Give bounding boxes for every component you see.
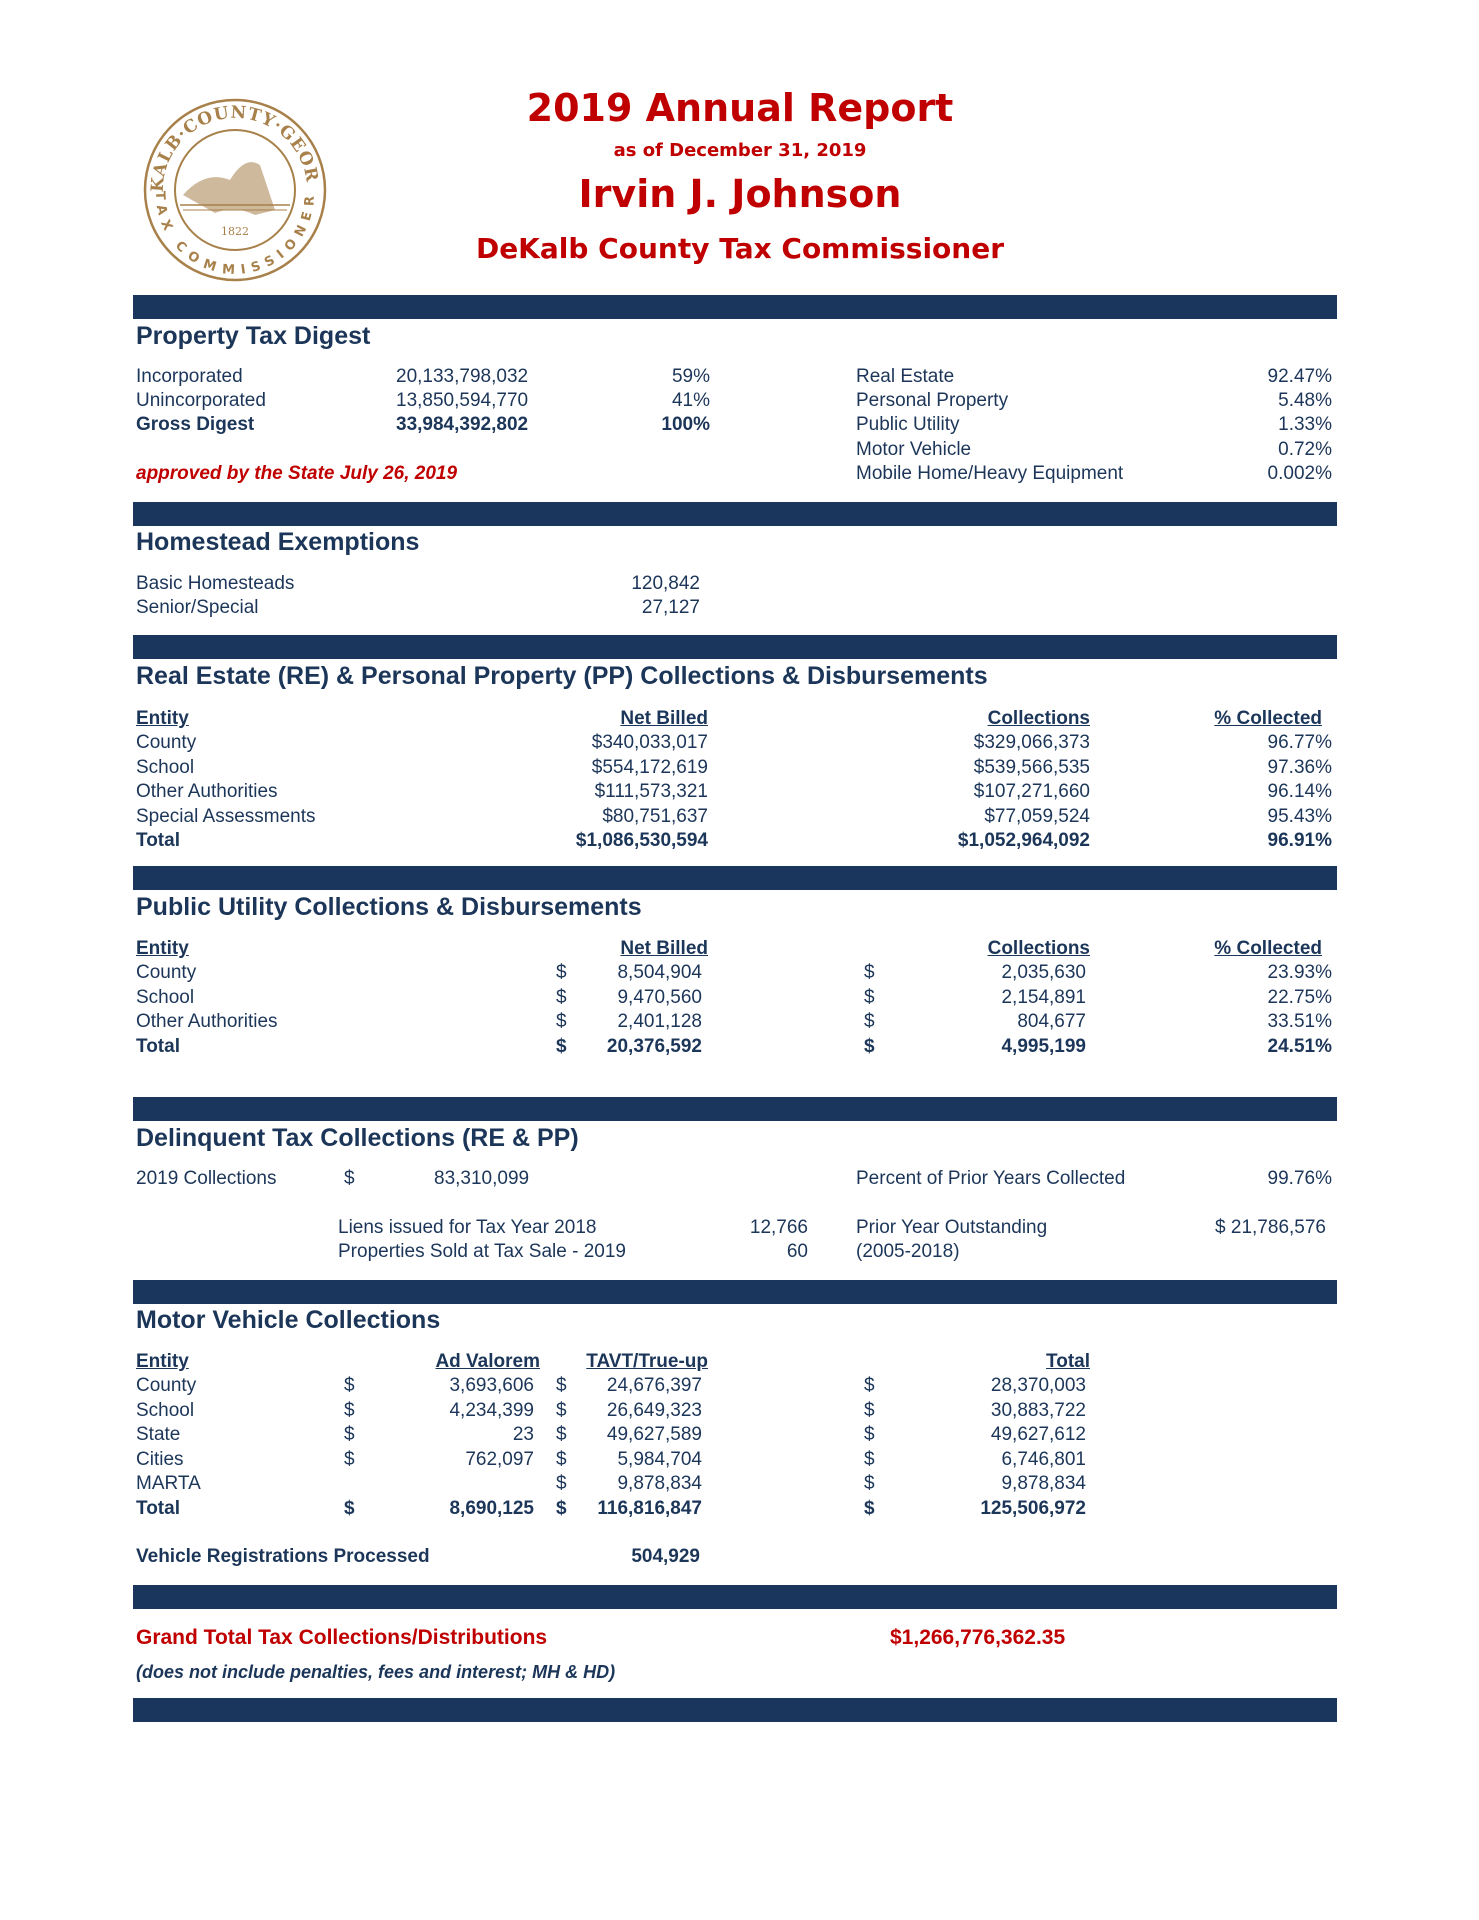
collections-cell: 2,035,630 bbox=[1001, 962, 1086, 983]
entity-cell: Total bbox=[136, 1035, 180, 1057]
vehicle-registrations-value: 504,929 bbox=[631, 1546, 700, 1567]
col-header-pct-collected: % Collected bbox=[1214, 938, 1322, 959]
currency-symbol: $ bbox=[556, 1035, 567, 1057]
report-title: 2019 Annual Report bbox=[526, 86, 954, 130]
breakdown-pct: 1.33% bbox=[1278, 414, 1332, 435]
currency-symbol: $ bbox=[556, 1399, 567, 1421]
digest-pct: 100% bbox=[661, 414, 710, 435]
prior-outstanding-label: Prior Year Outstanding bbox=[856, 1217, 1048, 1238]
currency-symbol: $ bbox=[344, 1497, 355, 1519]
currency-symbol: $ bbox=[556, 1448, 567, 1470]
homestead-label: Senior/Special bbox=[136, 597, 259, 618]
digest-label: Unincorporated bbox=[136, 390, 266, 411]
section-divider-bar bbox=[133, 502, 1337, 526]
total-cell: 28,370,003 bbox=[990, 1375, 1086, 1396]
collections-cell: $1,052,964,092 bbox=[957, 830, 1090, 851]
section-divider-bar bbox=[133, 1280, 1337, 1304]
pct-collected-cell: 95.43% bbox=[1267, 805, 1332, 827]
total-cell: 49,627,612 bbox=[990, 1424, 1086, 1445]
section-title-delinquent: Delinquent Tax Collections (RE & PP) bbox=[136, 1124, 579, 1152]
section-title-property-tax-digest: Property Tax Digest bbox=[136, 322, 371, 350]
ad-valorem-cell: 8,690,125 bbox=[449, 1497, 534, 1519]
pct-collected-cell: 97.36% bbox=[1267, 756, 1332, 778]
ad-valorem-cell: 23 bbox=[512, 1424, 534, 1445]
currency-symbol: $ bbox=[556, 1424, 567, 1445]
pct-collected-cell: 33.51% bbox=[1267, 1011, 1332, 1032]
digest-label: Incorporated bbox=[136, 366, 243, 387]
report-as-of-date: as of December 31, 2019 bbox=[613, 140, 867, 161]
tavt-cell: 5,984,704 bbox=[617, 1448, 702, 1470]
currency-symbol: $ bbox=[864, 1448, 875, 1470]
col-header-total: Total bbox=[1046, 1351, 1090, 1372]
currency-symbol: $ bbox=[556, 1011, 567, 1032]
breakdown-label: Motor Vehicle bbox=[856, 439, 972, 460]
homestead-value: 27,127 bbox=[641, 597, 700, 618]
col-header-tavt: TAVT/True-up bbox=[586, 1351, 708, 1372]
col-header-ad-valorem: Ad Valorem bbox=[435, 1351, 540, 1372]
col-header-collections: Collections bbox=[987, 708, 1090, 729]
section-divider-bar bbox=[133, 295, 1337, 319]
tavt-cell: 24,676,397 bbox=[606, 1375, 702, 1396]
digest-pct: 59% bbox=[671, 366, 710, 387]
entity-cell: School bbox=[136, 986, 195, 1008]
breakdown-pct: 92.47% bbox=[1267, 366, 1332, 387]
currency-symbol: $ bbox=[864, 986, 875, 1008]
tavt-cell: 9,878,834 bbox=[617, 1473, 702, 1494]
breakdown-pct: 5.48% bbox=[1278, 390, 1332, 411]
collections-cell: 804,677 bbox=[1017, 1011, 1086, 1032]
currency-symbol: $ bbox=[864, 1424, 875, 1445]
svg-text:1822: 1822 bbox=[221, 225, 249, 238]
net-billed-cell: $111,573,321 bbox=[594, 781, 708, 802]
currency-symbol: $ bbox=[556, 1473, 567, 1494]
pct-collected-cell: 22.75% bbox=[1267, 986, 1332, 1008]
digest-label: Gross Digest bbox=[136, 414, 255, 435]
properties-sold-value: 60 bbox=[786, 1241, 808, 1262]
collections-cell: 2,154,891 bbox=[1001, 986, 1086, 1008]
entity-cell: Cities bbox=[136, 1448, 184, 1470]
total-cell: 9,878,834 bbox=[1001, 1473, 1086, 1494]
breakdown-label: Mobile Home/Heavy Equipment bbox=[856, 463, 1124, 484]
entity-cell: Special Assessments bbox=[136, 805, 316, 827]
currency-symbol: $ bbox=[864, 1011, 875, 1032]
section-divider-bar bbox=[133, 1585, 1337, 1609]
breakdown-label: Personal Property bbox=[856, 390, 1009, 411]
net-billed-cell: 8,504,904 bbox=[617, 962, 702, 983]
grand-total-label: Grand Total Tax Collections/Distributions bbox=[136, 1626, 548, 1649]
tavt-cell: 116,816,847 bbox=[597, 1497, 702, 1519]
collections-cell: $77,059,524 bbox=[984, 805, 1090, 827]
currency-symbol: $ bbox=[344, 1399, 355, 1421]
col-header-entity: Entity bbox=[136, 708, 189, 729]
section-divider-bar bbox=[133, 1097, 1337, 1121]
collections-cell: $107,271,660 bbox=[973, 781, 1090, 802]
entity-cell: County bbox=[136, 1375, 197, 1396]
currency-symbol: $ bbox=[556, 962, 567, 983]
total-cell: 125,506,972 bbox=[980, 1497, 1086, 1519]
entity-cell: County bbox=[136, 732, 197, 753]
section-title-motor-vehicle: Motor Vehicle Collections bbox=[136, 1306, 441, 1334]
section-divider-bar bbox=[133, 635, 1337, 659]
col-header-entity: Entity bbox=[136, 1351, 189, 1372]
svg-text:DEKALB·COUNTY·GEORGIA: KALB·COUNTY·GEOR bbox=[147, 102, 322, 193]
pct-collected-cell: 24.51% bbox=[1267, 1035, 1332, 1057]
currency-symbol: $ bbox=[556, 1497, 567, 1519]
currency-symbol: $ bbox=[864, 1497, 875, 1519]
grand-total-value: $1,266,776,362.35 bbox=[890, 1626, 1066, 1649]
collections-cell: 4,995,199 bbox=[1001, 1035, 1086, 1057]
pct-collected-cell: 23.93% bbox=[1267, 962, 1332, 983]
currency-symbol: $ bbox=[344, 1448, 355, 1470]
entity-cell: County bbox=[136, 962, 197, 983]
col-header-collections: Collections bbox=[987, 938, 1090, 959]
prior-outstanding-range: (2005-2018) bbox=[856, 1241, 960, 1262]
pct-prior-label: Percent of Prior Years Collected bbox=[856, 1168, 1126, 1189]
ad-valorem-cell: 4,234,399 bbox=[449, 1399, 534, 1421]
currency-symbol: $ bbox=[864, 962, 875, 983]
entity-cell: School bbox=[136, 1399, 195, 1421]
col-header-net-billed: Net Billed bbox=[620, 708, 708, 729]
section-title-public-utility: Public Utility Collections & Disbursements bbox=[136, 893, 642, 921]
office-title: DeKalb County Tax Commissioner bbox=[475, 232, 1005, 265]
vehicle-registrations-label: Vehicle Registrations Processed bbox=[136, 1546, 430, 1567]
currency-symbol: $ bbox=[864, 1035, 875, 1057]
currency-symbol: $ bbox=[344, 1168, 355, 1189]
section-divider-bar bbox=[133, 866, 1337, 890]
net-billed-cell: 9,470,560 bbox=[617, 986, 702, 1008]
net-billed-cell: $340,033,017 bbox=[591, 732, 708, 753]
currency-symbol: $ bbox=[344, 1375, 355, 1396]
currency-symbol: $ bbox=[864, 1375, 875, 1396]
col-header-pct-collected: % Collected bbox=[1214, 708, 1322, 729]
pct-collected-cell: 96.91% bbox=[1267, 830, 1332, 851]
delinquent-collections-value: 83,310,099 bbox=[434, 1168, 530, 1189]
entity-cell: Other Authorities bbox=[136, 1011, 278, 1032]
digest-value: 20,133,798,032 bbox=[396, 366, 529, 387]
entity-cell: State bbox=[136, 1424, 181, 1445]
entity-cell: Total bbox=[136, 830, 180, 851]
prior-outstanding-value: $ 21,786,576 bbox=[1215, 1217, 1326, 1238]
net-billed-cell: $554,172,619 bbox=[591, 756, 708, 778]
collections-cell: $329,066,373 bbox=[973, 732, 1090, 753]
ad-valorem-cell: 762,097 bbox=[465, 1448, 534, 1470]
commissioner-name: Irvin J. Johnson bbox=[578, 172, 902, 216]
ad-valorem-cell: 3,693,606 bbox=[449, 1375, 534, 1396]
section-title-homestead: Homestead Exemptions bbox=[136, 528, 420, 556]
currency-symbol: $ bbox=[556, 1375, 567, 1396]
digest-value: 33,984,392,802 bbox=[396, 414, 529, 435]
homestead-value: 120,842 bbox=[631, 573, 700, 594]
pct-prior-value: 99.76% bbox=[1267, 1168, 1332, 1189]
breakdown-label: Public Utility bbox=[856, 414, 960, 435]
currency-symbol: $ bbox=[556, 986, 567, 1008]
pct-collected-cell: 96.77% bbox=[1267, 732, 1332, 753]
digest-value: 13,850,594,770 bbox=[396, 390, 529, 411]
currency-symbol: $ bbox=[864, 1399, 875, 1421]
breakdown-label: Real Estate bbox=[856, 366, 955, 387]
homestead-label: Basic Homesteads bbox=[136, 573, 295, 594]
entity-cell: MARTA bbox=[136, 1473, 201, 1494]
tavt-cell: 49,627,589 bbox=[606, 1424, 702, 1445]
entity-cell: School bbox=[136, 756, 195, 778]
col-header-net-billed: Net Billed bbox=[620, 938, 708, 959]
currency-symbol: $ bbox=[864, 1473, 875, 1494]
collections-cell: $539,566,535 bbox=[973, 756, 1090, 778]
liens-label: Liens issued for Tax Year 2018 bbox=[338, 1217, 597, 1238]
tavt-cell: 26,649,323 bbox=[606, 1399, 702, 1421]
breakdown-pct: 0.002% bbox=[1267, 463, 1332, 484]
breakdown-pct: 0.72% bbox=[1278, 439, 1332, 460]
col-header-entity: Entity bbox=[136, 938, 189, 959]
currency-symbol: $ bbox=[344, 1424, 355, 1445]
net-billed-cell: $80,751,637 bbox=[602, 805, 708, 827]
pct-collected-cell: 96.14% bbox=[1267, 781, 1332, 802]
digest-pct: 41% bbox=[671, 390, 710, 411]
total-cell: 6,746,801 bbox=[1001, 1448, 1086, 1470]
entity-cell: Total bbox=[136, 1497, 180, 1519]
liens-value: 12,766 bbox=[749, 1217, 808, 1238]
net-billed-cell: 20,376,592 bbox=[606, 1035, 702, 1057]
properties-sold-label: Properties Sold at Tax Sale - 2019 bbox=[338, 1241, 626, 1262]
net-billed-cell: $1,086,530,594 bbox=[575, 830, 708, 851]
total-cell: 30,883,722 bbox=[990, 1399, 1086, 1421]
section-divider-bar bbox=[133, 1698, 1337, 1722]
grand-total-note: (does not include penalties, fees and interest; MH & HD) bbox=[136, 1662, 616, 1682]
digest-approval-note: approved by the State July 26, 2019 bbox=[136, 463, 458, 484]
section-title-re-pp: Real Estate (RE) & Personal Property (PP) Collections & Disbursements bbox=[136, 662, 988, 690]
svg-text:TAX COMMISSIONER: TAX COMMISSIONER bbox=[152, 190, 319, 279]
delinquent-collections-label: 2019 Collections bbox=[136, 1168, 277, 1189]
net-billed-cell: 2,401,128 bbox=[617, 1011, 702, 1032]
entity-cell: Other Authorities bbox=[136, 781, 278, 802]
